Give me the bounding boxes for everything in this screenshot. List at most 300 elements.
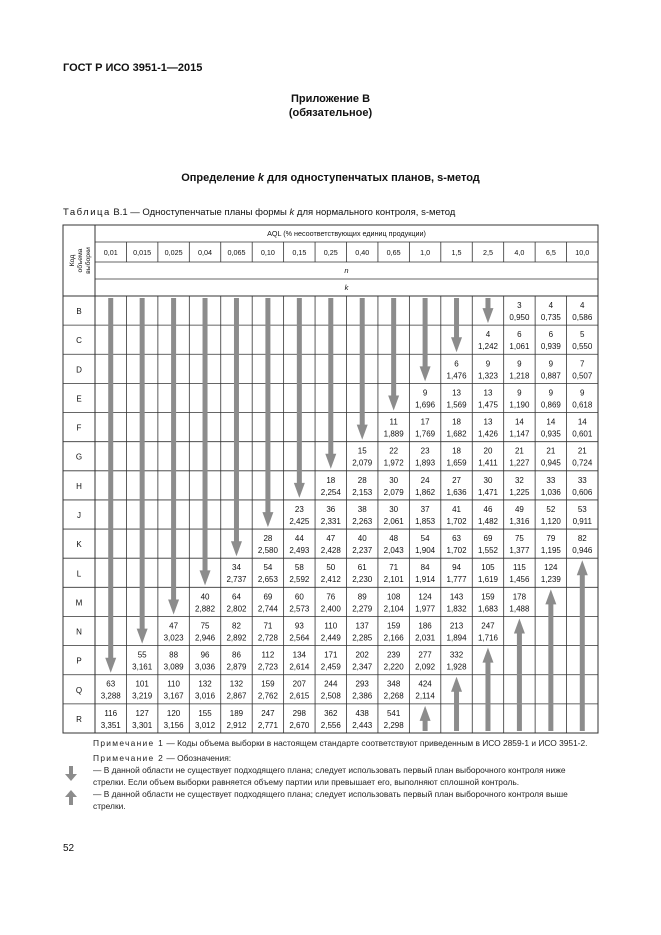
cell-n: 54: [420, 534, 430, 544]
cell-n: 49: [514, 504, 524, 514]
cell-n: 247: [261, 708, 275, 718]
cell-n: 46: [483, 504, 493, 514]
aql-header: AQL (% несоответствующих единиц продукции): [267, 229, 426, 238]
cell-k: 1,147: [509, 429, 530, 439]
cell-k: 2,867: [226, 691, 247, 701]
cell-n: 14: [514, 417, 524, 427]
cell-k: 2,104: [383, 604, 404, 614]
cell-k: 1,769: [415, 429, 436, 439]
cell-n: 4: [580, 301, 585, 310]
cell-n: 32: [514, 475, 524, 485]
cell-n: 18: [452, 446, 461, 456]
cell-k: 1,696: [415, 400, 436, 410]
cell-k: 0,606: [572, 487, 593, 497]
up-arrow-legend: [63, 789, 598, 812]
cell-k: 2,237: [352, 546, 373, 556]
cell-n: 76: [326, 592, 336, 602]
cell-k: 3,012: [195, 720, 216, 730]
cell-n: 9: [548, 359, 554, 369]
cell-n: 124: [418, 592, 432, 602]
cell-n: 137: [355, 621, 369, 631]
cell-n: 159: [261, 679, 275, 689]
cell-n: 21: [546, 446, 556, 456]
cell-n: 132: [198, 679, 212, 689]
cell-k: 2,254: [320, 487, 341, 497]
cell-n: 239: [386, 650, 401, 660]
cell-n: 53: [577, 504, 587, 514]
cell-n: 14: [577, 417, 587, 427]
cell-k: 2,412: [320, 575, 341, 585]
cell-n: 23: [420, 446, 430, 456]
row-code: N: [76, 627, 82, 637]
cell-k: 2,744: [257, 604, 278, 614]
cell-k: 1,488: [509, 604, 530, 614]
aql-value: 0,40: [355, 248, 370, 257]
cell-n: 159: [386, 621, 401, 631]
cell-n: 13: [483, 417, 493, 427]
cell-n: 47: [326, 534, 336, 544]
row-code: P: [76, 656, 82, 666]
cell-k: 2,263: [352, 516, 373, 526]
cell-k: 1,894: [446, 633, 467, 643]
cell-n: 438: [355, 708, 369, 718]
cell-k: 1,195: [540, 546, 561, 556]
cell-k: 1,914: [415, 575, 436, 585]
cell-k: 0,724: [572, 458, 593, 468]
cell-k: 2,737: [226, 575, 247, 585]
cell-k: 2,614: [289, 662, 310, 672]
cell-n: 40: [357, 534, 367, 544]
cell-k: 0,911: [572, 516, 592, 526]
corner-label-word: Код: [69, 254, 76, 267]
cell-n: 134: [292, 650, 307, 660]
cell-n: 34: [232, 563, 241, 573]
cell-k: 1,227: [509, 458, 530, 468]
cell-k: 1,569: [446, 400, 467, 410]
cell-n: 82: [232, 621, 241, 631]
cell-k: 3,016: [195, 691, 216, 701]
cell-k: 2,670: [289, 720, 310, 730]
aql-value: 0,65: [386, 248, 401, 257]
row-code: C: [76, 336, 82, 346]
cell-n: 6: [454, 359, 459, 369]
cell-n: 96: [200, 650, 210, 660]
down-arrow-legend: [63, 765, 598, 788]
cell-k: 1,777: [446, 575, 467, 585]
cell-n: 247: [481, 621, 495, 631]
cell-n: 9: [422, 388, 428, 398]
cell-n: 27: [452, 475, 461, 485]
cell-n: 21: [577, 446, 587, 456]
cell-n: 75: [200, 621, 210, 631]
aql-value: 10,0: [575, 248, 590, 257]
cell-k: 2,493: [289, 546, 310, 556]
cell-n: 108: [386, 592, 401, 602]
cell-n: 21: [514, 446, 524, 456]
row-code: M: [75, 598, 83, 608]
aql-value: 6,5: [545, 248, 556, 257]
cell-k: 2,428: [320, 546, 341, 556]
cell-n: 6: [517, 330, 522, 340]
cell-n: 9: [485, 359, 491, 369]
cell-k: 1,456: [509, 575, 530, 585]
appendix-status: (обязательное): [288, 107, 373, 119]
cell-n: 244: [324, 679, 338, 689]
cell-n: 159: [481, 592, 495, 602]
cell-k: 2,347: [352, 662, 373, 672]
cell-n: 84: [420, 563, 430, 573]
cell-k: 1,239: [540, 575, 561, 585]
cell-k: 1,702: [446, 516, 467, 526]
cell-n: 79: [546, 534, 556, 544]
row-code: H: [76, 481, 82, 491]
cell-n: 69: [483, 534, 493, 544]
cell-k: 2,449: [320, 633, 341, 643]
aql-value: 1,5: [451, 248, 462, 257]
cell-n: 18: [326, 475, 336, 485]
cell-n: 55: [137, 650, 147, 660]
aql-value: 0,04: [198, 248, 213, 257]
cell-n: 127: [135, 708, 149, 718]
cell-n: 155: [198, 708, 212, 718]
cell-n: 189: [229, 708, 244, 718]
cell-k: 2,230: [352, 575, 373, 585]
cell-k: 1,120: [540, 516, 561, 526]
cell-k: 1,471: [477, 487, 498, 497]
cell-n: 277: [418, 650, 432, 660]
cell-n: 15: [357, 446, 367, 456]
cell-n: 4: [548, 301, 554, 310]
cell-n: 71: [263, 621, 273, 631]
cell-n: 40: [200, 592, 210, 602]
cell-n: 105: [481, 563, 495, 573]
cell-k: 0,550: [572, 342, 593, 352]
cell-n: 71: [389, 563, 399, 573]
cell-k: 1,716: [477, 633, 498, 643]
cell-n: 75: [514, 534, 524, 544]
cell-n: 348: [386, 679, 401, 689]
cell-n: 17: [420, 417, 430, 427]
cell-k: 0,586: [572, 313, 593, 322]
cell-k: 2,723: [257, 662, 278, 672]
cell-k: 1,659: [446, 458, 467, 468]
cell-n: 20: [483, 446, 493, 456]
aql-value: 2,5: [482, 248, 493, 257]
row-code: G: [75, 452, 83, 462]
cell-n: 9: [580, 388, 585, 398]
cell-n: 541: [386, 708, 401, 718]
up-arrow-icon: [63, 789, 93, 810]
cell-n: 36: [326, 504, 336, 514]
aql-value: 4,0: [514, 248, 525, 257]
cell-n: 30: [483, 475, 493, 485]
cell-n: 143: [449, 592, 464, 602]
row-code: K: [76, 540, 82, 550]
cell-k: 2,386: [352, 691, 373, 701]
cell-n: 37: [420, 504, 430, 514]
cell-k: 1,426: [477, 429, 498, 439]
cell-k: 1,476: [446, 371, 467, 381]
cell-k: 1,036: [540, 487, 561, 497]
page-number: 52: [63, 843, 75, 854]
appendix-title: Приложение В: [290, 93, 371, 105]
cell-n: 64: [232, 592, 241, 602]
cell-n: 115: [513, 563, 526, 573]
cell-k: 0,601: [572, 429, 593, 439]
cell-n: 110: [324, 621, 338, 631]
cell-n: 30: [389, 504, 399, 514]
cell-k: 2,285: [352, 633, 373, 643]
cell-k: 0,735: [540, 313, 561, 322]
corner-label-word: выборки: [85, 247, 92, 274]
cell-n: 13: [483, 388, 493, 398]
down-arrow-description: — В данной области не существует подходящего плана; следует использовать первый план выборочного контроля ниже стрелки. Если объем выборки равняется объему партии или превышает его, выполняют сплошной контроль.: [93, 765, 566, 787]
cell-k: 2,508: [320, 691, 341, 701]
row-code: R: [76, 714, 82, 724]
cell-n: 63: [106, 679, 116, 689]
cell-n: 22: [389, 446, 399, 456]
cell-n: 23: [294, 504, 304, 514]
cell-k: 2,268: [383, 691, 404, 701]
cell-k: 3,156: [163, 720, 184, 730]
cell-k: 3,089: [163, 662, 184, 672]
aql-value: 0,065: [227, 248, 246, 257]
cell-k: 2,762: [257, 691, 278, 701]
cell-k: 1,928: [446, 662, 467, 672]
cell-k: 1,411: [478, 458, 498, 468]
section-title: Определение k для одноступенчатых планов, s-метод: [181, 172, 480, 184]
cell-n: 124: [544, 563, 558, 573]
cell-k: 3,301: [132, 720, 153, 730]
cell-k: 2,802: [226, 604, 247, 614]
cell-n: 202: [355, 650, 369, 660]
cell-n: 112: [261, 650, 275, 660]
cell-k: 1,061: [509, 342, 530, 352]
cell-k: 2,615: [289, 691, 310, 701]
cell-k: 1,972: [383, 458, 404, 468]
down-arrow: [231, 298, 242, 556]
cell-n: 48: [389, 534, 399, 544]
cell-k: 1,323: [477, 371, 498, 381]
cell-n: 41: [452, 504, 461, 514]
row-code: D: [76, 365, 82, 375]
cell-k: 2,882: [195, 604, 216, 614]
cell-k: 1,832: [446, 604, 467, 614]
row-code: E: [76, 394, 82, 404]
cell-n: 207: [292, 679, 307, 689]
k-label: k: [344, 283, 349, 292]
notes-block: [63, 738, 598, 812]
table-caption: Таблица В.1 — Одноступенчатые планы формы k для нормального контроля, s-метод: [63, 207, 456, 218]
aql-value: 1,0: [420, 248, 431, 257]
document-header: ГОСТ Р ИСО 3951-1—2015: [63, 62, 203, 74]
up-arrow: [545, 589, 556, 731]
cell-k: 2,031: [415, 633, 436, 643]
cell-k: 0,950: [509, 313, 530, 322]
row-code: J: [77, 511, 81, 520]
cell-n: 3: [517, 301, 522, 310]
cell-k: 2,653: [257, 575, 278, 585]
aql-value: 0,25: [323, 248, 338, 257]
cell-n: 86: [232, 650, 241, 660]
cell-k: 2,298: [383, 720, 404, 730]
cell-k: 2,573: [289, 604, 310, 614]
aql-value: 0,025: [164, 248, 183, 257]
cell-k: 1,619: [477, 575, 498, 585]
cell-k: 0,939: [540, 342, 561, 352]
cell-k: 2,892: [226, 633, 247, 643]
cell-k: 1,977: [415, 604, 436, 614]
cell-k: 1,242: [477, 342, 498, 352]
cell-n: 82: [577, 534, 587, 544]
cell-k: 0,935: [540, 429, 561, 439]
cell-k: 2,879: [226, 662, 247, 672]
cell-n: 132: [229, 679, 244, 689]
cell-k: 0,887: [540, 371, 561, 381]
cell-k: 3,167: [163, 691, 184, 701]
cell-n: 63: [452, 534, 461, 544]
cell-k: 0,618: [572, 400, 593, 410]
cell-n: 58: [294, 563, 304, 573]
row-code: Q: [75, 685, 83, 695]
cell-n: 13: [452, 388, 461, 398]
cell-k: 2,728: [257, 633, 278, 643]
up-arrow: [482, 648, 493, 731]
cell-n: 38: [357, 504, 367, 514]
cell-n: 69: [263, 592, 273, 602]
cell-k: 2,592: [289, 575, 310, 585]
cell-k: 2,043: [383, 546, 404, 556]
cell-k: 2,912: [226, 720, 247, 730]
cell-k: 2,459: [320, 662, 341, 672]
cell-n: 33: [577, 475, 587, 485]
cell-n: 54: [263, 563, 273, 573]
cell-n: 7: [580, 359, 585, 369]
cell-n: 116: [104, 708, 118, 718]
cell-n: 110: [167, 679, 180, 689]
cell-k: 3,351: [100, 720, 121, 730]
row-code: F: [76, 423, 82, 433]
cell-k: 2,564: [289, 633, 310, 643]
cell-k: 1,853: [415, 516, 436, 526]
cell-n: 28: [263, 534, 273, 544]
cell-k: 2,079: [352, 458, 373, 468]
cell-n: 30: [389, 475, 399, 485]
cell-k: 0,869: [540, 400, 561, 410]
cell-k: 2,556: [320, 720, 341, 730]
cell-n: 9: [517, 388, 522, 398]
cell-k: 3,219: [132, 691, 153, 701]
corner-label-word: объема: [77, 248, 84, 273]
n-label: n: [344, 266, 349, 275]
note-2: Примечание 2 — Обозначения:: [93, 752, 232, 763]
up-arrow-description: — В данной области не существует подходящего плана; следует использовать первый план выборочного контроля выше стрелки.: [93, 789, 568, 811]
note-1: Примечание 1 — Коды объема выборки в настоящем стандарте соответствуют приведенным в ИСО 2859-1 и ИСО 3951-2.: [93, 738, 588, 748]
cell-n: 6: [548, 330, 554, 340]
cell-k: 1,225: [509, 487, 530, 497]
cell-k: 2,331: [320, 516, 341, 526]
aql-value: 0,15: [292, 248, 307, 257]
cell-k: 0,507: [572, 371, 593, 381]
cell-k: 2,279: [352, 604, 373, 614]
cell-k: 2,101: [383, 575, 404, 585]
cell-k: 3,288: [100, 691, 121, 701]
row-code: L: [76, 569, 82, 579]
cell-k: 1,904: [415, 546, 436, 556]
cell-k: 2,061: [383, 516, 404, 526]
aql-value: 0,10: [260, 248, 275, 257]
cell-n: 9: [517, 359, 522, 369]
cell-n: 332: [449, 650, 464, 660]
up-arrow: [420, 706, 431, 731]
cell-k: 3,161: [132, 662, 153, 672]
cell-k: 2,220: [383, 662, 404, 672]
cell-k: 2,580: [257, 546, 278, 556]
cell-n: 24: [420, 475, 430, 485]
cell-n: 101: [135, 679, 149, 689]
cell-k: 1,218: [509, 371, 530, 381]
cell-k: 0,946: [572, 546, 593, 556]
down-arrow: [294, 298, 305, 498]
cell-k: 2,092: [415, 662, 436, 672]
cell-k: 1,682: [446, 429, 467, 439]
cell-k: 1,190: [509, 400, 530, 410]
cell-n: 88: [169, 650, 179, 660]
cell-k: 3,036: [195, 662, 216, 672]
cell-k: 2,946: [195, 633, 216, 643]
aql-value: 0,01: [103, 248, 118, 257]
cell-k: 1,683: [477, 604, 498, 614]
cell-k: 1,636: [446, 487, 467, 497]
row-code: B: [76, 307, 82, 317]
cell-n: 50: [326, 563, 336, 573]
cell-n: 293: [355, 679, 369, 689]
cell-n: 28: [357, 475, 367, 485]
cell-n: 213: [449, 621, 464, 631]
cell-n: 11: [389, 417, 398, 427]
cell-n: 93: [294, 621, 304, 631]
down-arrow: [168, 298, 179, 614]
cell-n: 298: [292, 708, 307, 718]
cell-n: 362: [324, 708, 338, 718]
cell-n: 186: [418, 621, 432, 631]
aql-value: 0,015: [133, 248, 152, 257]
cell-k: 1,475: [477, 400, 498, 410]
cell-k: 2,153: [352, 487, 373, 497]
down-arrow: [357, 298, 368, 440]
cell-k: 1,893: [415, 458, 436, 468]
cell-k: 1,377: [509, 546, 530, 556]
cell-k: 0,945: [540, 458, 561, 468]
cell-k: 1,552: [477, 546, 498, 556]
cell-n: 61: [357, 563, 367, 573]
cell-n: 5: [580, 330, 585, 340]
cell-k: 2,425: [289, 516, 310, 526]
cell-n: 94: [452, 563, 461, 573]
cell-n: 14: [546, 417, 556, 427]
down-arrow: [420, 298, 431, 381]
down-arrow: [482, 298, 493, 323]
cell-k: 1,482: [477, 516, 498, 526]
down-arrow-icon: [63, 765, 93, 786]
cell-n: 4: [485, 330, 491, 340]
cell-n: 44: [294, 534, 304, 544]
cell-n: 33: [546, 475, 556, 485]
cell-k: 1,889: [383, 429, 404, 439]
cell-k: 1,702: [446, 546, 467, 556]
cell-n: 89: [357, 592, 367, 602]
cell-n: 47: [169, 621, 179, 631]
